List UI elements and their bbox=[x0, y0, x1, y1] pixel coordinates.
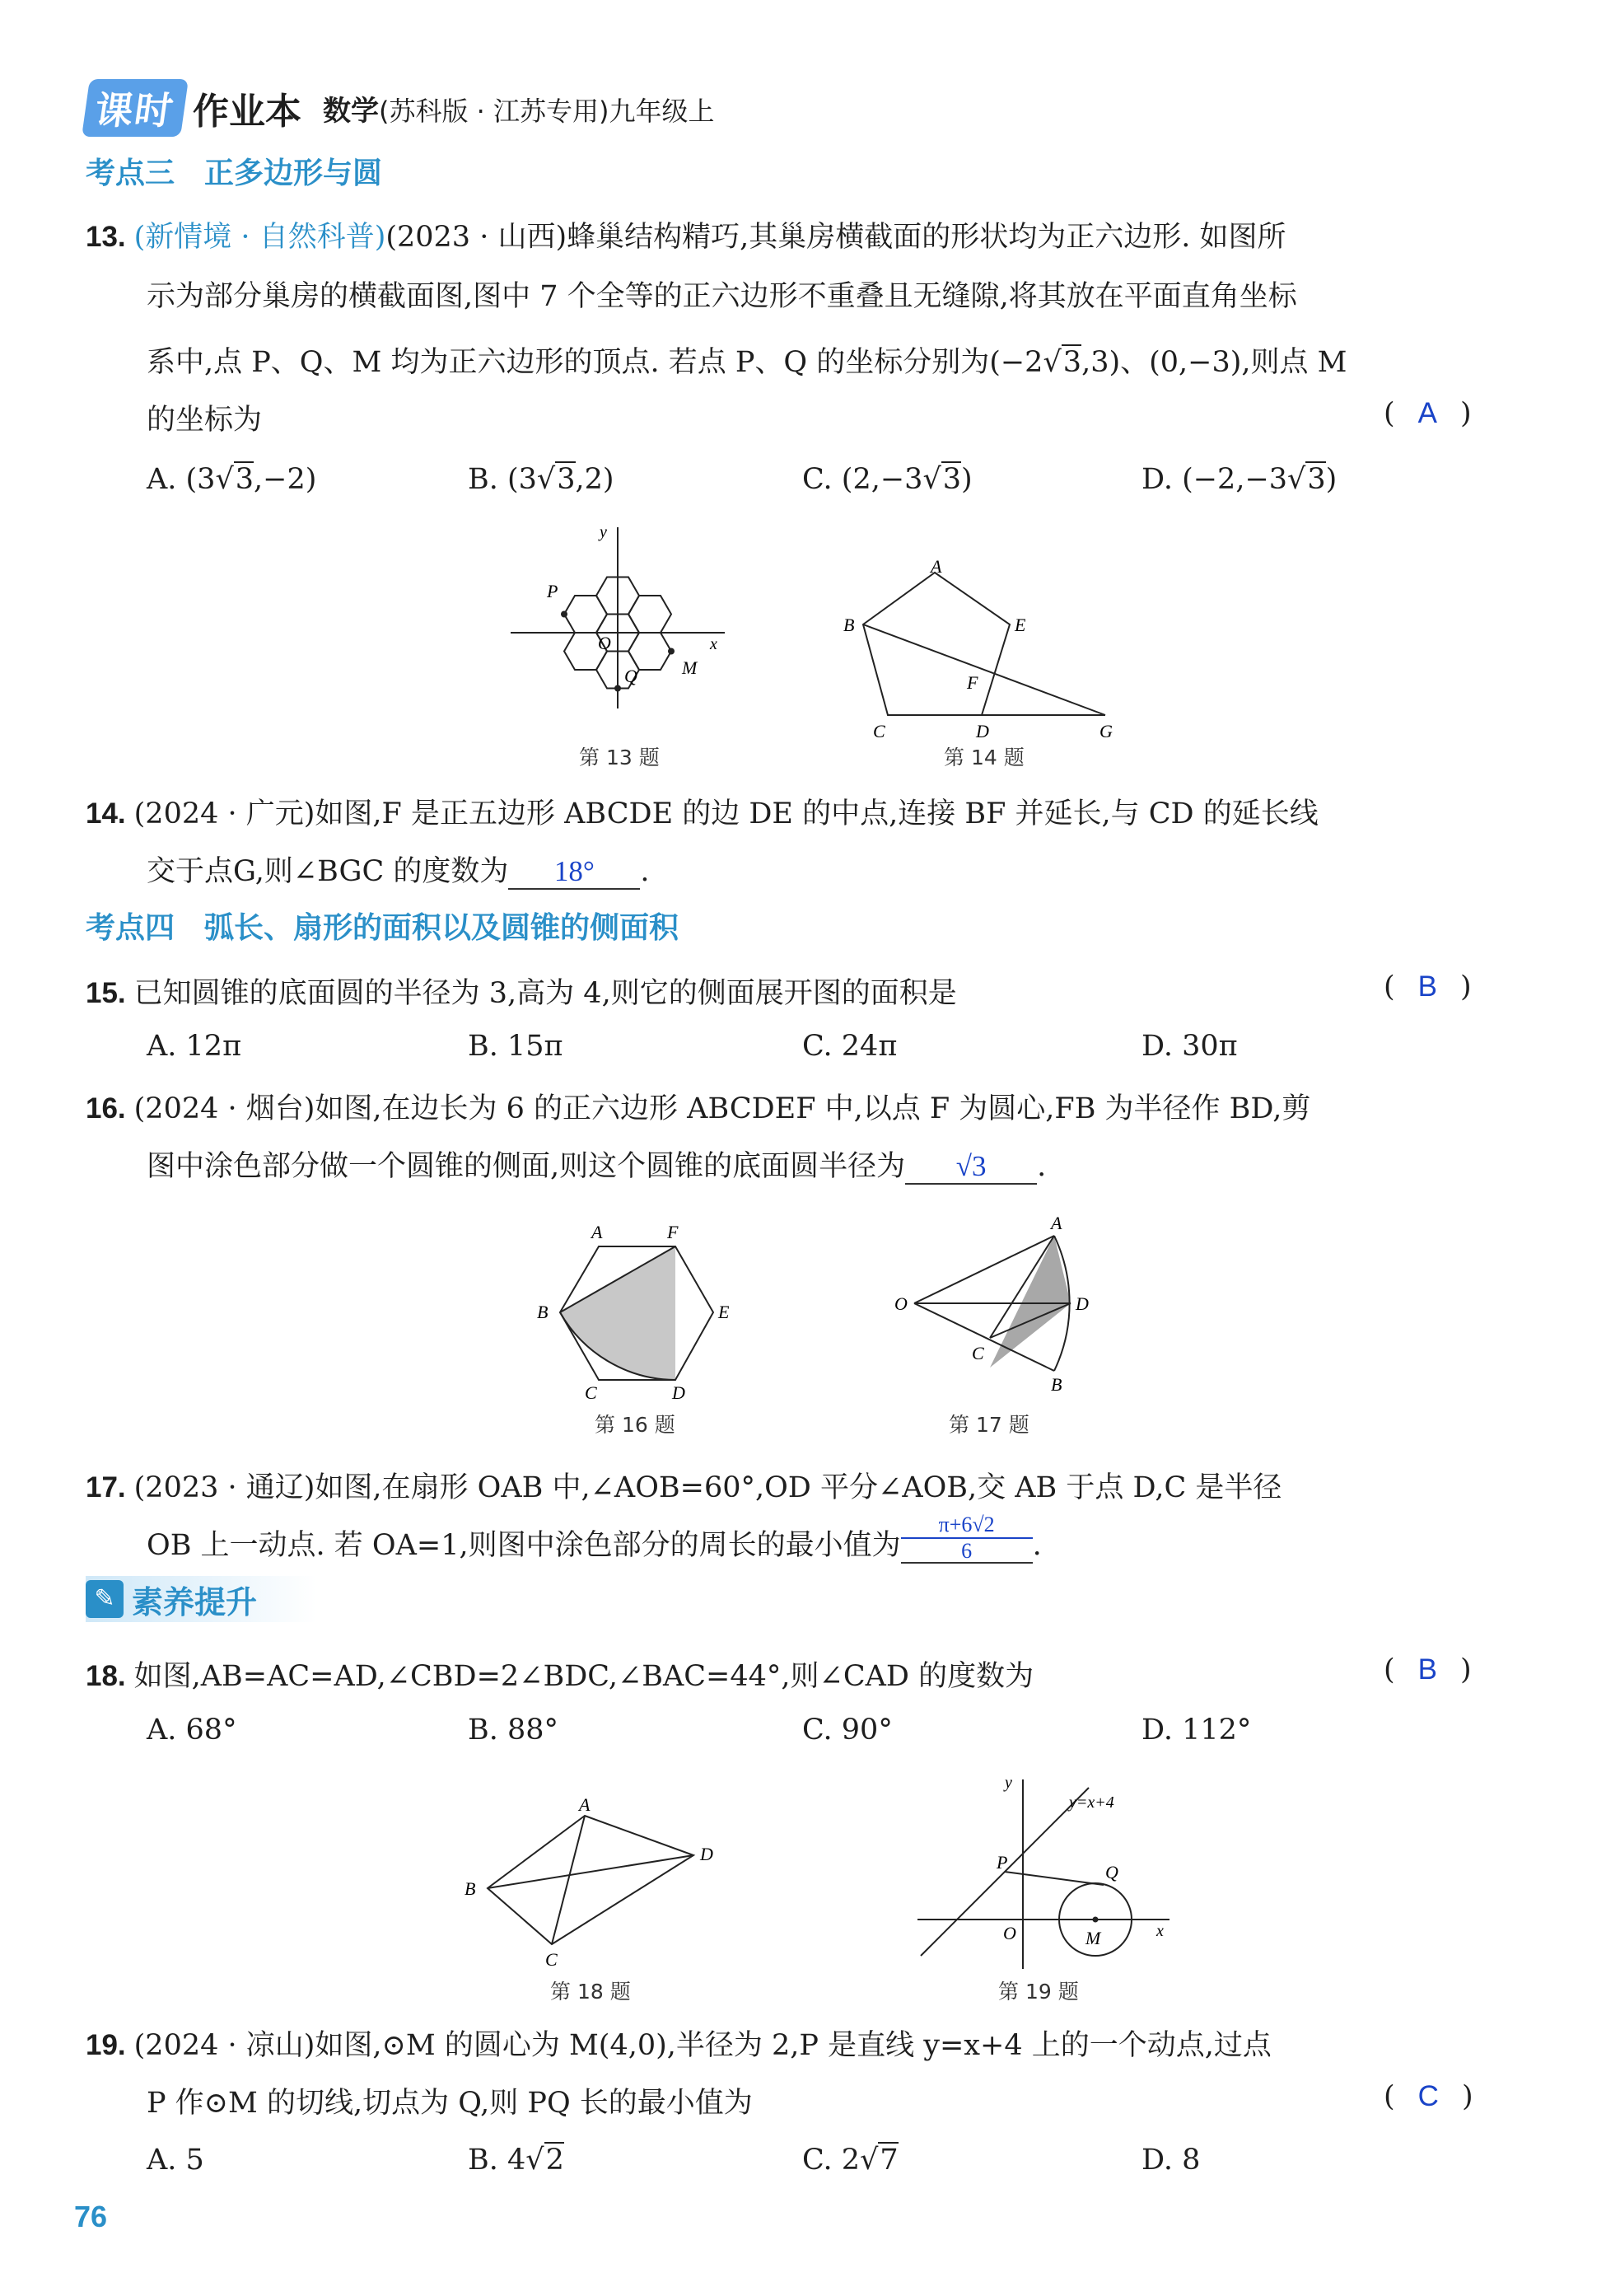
caption-19: 第 19 题 bbox=[998, 1980, 1079, 2004]
svg-text:D: D bbox=[1076, 1293, 1089, 1314]
banner-title: 素养提升 bbox=[132, 1583, 258, 1620]
label-x: x bbox=[710, 635, 717, 653]
q14-text1: (2024 · 广元)如图,F 是正五边形 ABCDE 的边 DE 的中点,连接 BF 并延长,与 CD 的延长线 bbox=[133, 797, 1319, 830]
q15-option-a: A. 12π bbox=[147, 1030, 242, 1063]
q13-text1: (2023 · 山西)蜂巢结构精巧,其巢房横截面的形状均为正六边形. 如图所 bbox=[385, 221, 1286, 254]
q19-option-d: D. 8 bbox=[1141, 2144, 1201, 2177]
q13-tag: (新情境 · 自然科普) bbox=[133, 221, 386, 254]
q16-number: 16. bbox=[86, 1092, 126, 1125]
svg-text:C: C bbox=[585, 1382, 597, 1403]
q18-option-c: C. 90° bbox=[802, 1714, 893, 1747]
svg-text:F: F bbox=[667, 1222, 679, 1242]
svg-text:O: O bbox=[1003, 1923, 1016, 1943]
svg-text:D: D bbox=[976, 721, 989, 741]
svg-text:A: A bbox=[591, 1222, 603, 1242]
svg-text:A: A bbox=[1051, 1213, 1062, 1233]
svg-text:Q: Q bbox=[1105, 1862, 1118, 1882]
svg-text:E: E bbox=[718, 1302, 730, 1322]
q19-text1: (2024 · 凉山)如图,⊙M 的圆心为 M(4,0),半径为 2,P 是直线 y=x+4 上的一个动点,过点 bbox=[133, 2029, 1272, 2062]
q15-option-d: D. 30π bbox=[1141, 1030, 1238, 1063]
q16-answer: √3 bbox=[905, 1150, 1037, 1185]
svg-text:C: C bbox=[545, 1949, 558, 1970]
q15-number: 15. bbox=[86, 977, 126, 1009]
q17-number: 17. bbox=[86, 1471, 126, 1503]
figure-18 bbox=[461, 1796, 741, 1977]
caption-17: 第 17 题 bbox=[949, 1413, 1029, 1437]
q16-line2: 图中涂色部分做一个圆锥的侧面,则这个圆锥的底面圆半径为 √3 . bbox=[147, 1150, 1047, 1183]
svg-text:D: D bbox=[672, 1382, 685, 1403]
q18-answer: ( B ) bbox=[1384, 1653, 1472, 1686]
section-title-4: 考点四 弧长、扇形的面积以及圆锥的侧面积 bbox=[86, 911, 679, 945]
q17-line1 bbox=[86, 1465, 1282, 1506]
figure-19 bbox=[906, 1763, 1186, 1977]
svg-text:O: O bbox=[894, 1293, 908, 1314]
q19-option-c: C. 2√7 bbox=[802, 2144, 899, 2177]
q13-text3a: 系中,点 P、Q、M 均为正六边形的顶点. 若点 P、Q 的坐标分别为(−2 bbox=[147, 346, 1043, 379]
q19-number: 19. bbox=[86, 2029, 126, 2061]
q13-option-b: B. (3√3,2) bbox=[468, 463, 614, 496]
q18-number: 18. bbox=[86, 1660, 126, 1692]
label-M: M bbox=[682, 657, 698, 678]
q13-option-c: C. (2,−3√3) bbox=[802, 463, 973, 496]
label-O: O bbox=[598, 633, 611, 653]
q14-answer: 18° bbox=[508, 855, 640, 890]
q15-option-c: C. 24π bbox=[802, 1030, 898, 1063]
q17-line2: OB 上一动点. 若 OA=1,则图中涂色部分的周长的最小值为 $\frac{\pi+6√2}{6}$ . bbox=[147, 1513, 1042, 1563]
svg-text:x: x bbox=[1156, 1922, 1164, 1940]
section-banner bbox=[86, 1576, 316, 1622]
q13-answer: ( A ) bbox=[1384, 397, 1472, 430]
q18-option-d: D. 112° bbox=[1141, 1714, 1252, 1747]
q13-option-a: A. (3√3,−2) bbox=[147, 463, 317, 496]
q15-line1 bbox=[86, 970, 957, 1012]
q17-text1: (2023 · 通辽)如图,在扇形 OAB 中,∠AOB=60°,OD 平分∠AOB,交 AB 于点 D,C 是半径 bbox=[133, 1471, 1282, 1504]
q19-option-a: A. 5 bbox=[147, 2144, 204, 2177]
book-subtitle bbox=[323, 88, 715, 129]
q19-line2: P 作⊙M 的切线,切点为 Q,则 PQ 长的最小值为 bbox=[147, 2087, 753, 2120]
figure-17 bbox=[889, 1203, 1120, 1401]
subject: 数学 bbox=[323, 94, 379, 128]
logo: 课时 bbox=[82, 79, 189, 137]
svg-text:A: A bbox=[931, 560, 942, 577]
caption-18: 第 18 题 bbox=[550, 1980, 631, 2004]
page-number: 76 bbox=[74, 2200, 108, 2233]
caption-16: 第 16 题 bbox=[595, 1413, 675, 1437]
q16-text2: 图中涂色部分做一个圆锥的侧面,则这个圆锥的底面圆半径为 bbox=[147, 1150, 906, 1183]
q19-option-b: B. 4√2 bbox=[468, 2144, 564, 2177]
q18-text1: 如图,AB=AC=AD,∠CBD=2∠BDC,∠BAC=44°,则∠CAD 的度数为 bbox=[133, 1660, 1034, 1693]
q13-line3: 系中,点 P、Q、M 均为正六边形的顶点. 若点 P、Q 的坐标分别为(−2√3,3)、(0,−3),则点 M bbox=[147, 346, 1347, 379]
q14-line1 bbox=[86, 791, 1319, 832]
svg-text:B: B bbox=[843, 615, 855, 635]
q13-option-d: D. (−2,−3√3) bbox=[1141, 463, 1338, 496]
svg-text:y=x+4: y=x+4 bbox=[1069, 1793, 1114, 1812]
q14-line2: 交于点G,则∠BGC 的度数为 18° . bbox=[147, 855, 650, 888]
svg-text:D: D bbox=[700, 1844, 713, 1864]
svg-text:A: A bbox=[579, 1796, 591, 1815]
q13-answer-value: A bbox=[1417, 397, 1438, 429]
figure-14 bbox=[840, 560, 1137, 741]
caption-13: 第 13 题 bbox=[579, 746, 660, 769]
q16-text1: (2024 · 烟台)如图,在边长为 6 的正六边形 ABCDEF 中,以点 F 为圆心,FB 为半径作 BD,剪 bbox=[133, 1092, 1311, 1125]
q18-line1 bbox=[86, 1653, 1034, 1695]
q13-number: 13. bbox=[86, 221, 126, 253]
caption-14: 第 14 题 bbox=[944, 746, 1025, 769]
q15-option-b: B. 15π bbox=[468, 1030, 563, 1063]
q13-line2: 示为部分巢房的横截面图,图中 7 个全等的正六边形不重叠且无缝隙,将其放在平面直角坐标 bbox=[147, 280, 1297, 313]
q19-answer: ( C ) bbox=[1384, 2080, 1473, 2113]
q13-line1 bbox=[86, 214, 1286, 255]
q19-line1 bbox=[86, 2022, 1272, 2064]
q13-line4: 的坐标为 bbox=[147, 404, 263, 437]
figure-16 bbox=[527, 1211, 741, 1409]
svg-text:B: B bbox=[465, 1878, 476, 1899]
svg-text:B: B bbox=[537, 1302, 549, 1322]
label-y: y bbox=[600, 523, 607, 541]
svg-text:E: E bbox=[1015, 615, 1026, 635]
q14-number: 14. bbox=[86, 797, 126, 830]
q15-text1: 已知圆锥的底面圆的半径为 3,高为 4,则它的侧面展开图的面积是 bbox=[133, 977, 957, 1010]
page-header bbox=[86, 82, 715, 133]
q17-answer: $\frac{\pi+6√2}{6}$ bbox=[901, 1526, 1033, 1564]
q18-option-b: B. 88° bbox=[468, 1714, 559, 1747]
svg-text:y: y bbox=[1005, 1774, 1012, 1792]
q14-text2: 交于点G,则∠BGC 的度数为 bbox=[147, 855, 509, 888]
q13-text3c: ,3)、(0,−3),则点 M bbox=[1081, 346, 1347, 379]
svg-text:M: M bbox=[1085, 1928, 1101, 1948]
svg-text:B: B bbox=[1051, 1374, 1062, 1395]
edition: (苏科版 · 江苏专用)九年级上 bbox=[379, 95, 715, 127]
svg-text:F: F bbox=[967, 672, 978, 693]
label-Q: Q bbox=[624, 666, 637, 686]
q18-option-a: A. 68° bbox=[147, 1714, 237, 1747]
q17-text2: OB 上一动点. 若 OA=1,则图中涂色部分的周长的最小值为 bbox=[147, 1529, 901, 1562]
q16-line1 bbox=[86, 1086, 1310, 1127]
svg-text:C: C bbox=[972, 1343, 984, 1363]
figure-13 bbox=[502, 519, 741, 717]
svg-text:P: P bbox=[997, 1852, 1008, 1873]
logo-text: 作业本 bbox=[193, 91, 301, 133]
svg-text:C: C bbox=[873, 721, 885, 741]
label-P: P bbox=[547, 581, 558, 601]
section-title-3: 考点三 正多边形与圆 bbox=[86, 157, 383, 190]
q13-sqrt: 3 bbox=[1062, 346, 1082, 379]
q15-answer: ( B ) bbox=[1384, 970, 1472, 1003]
svg-text:G: G bbox=[1099, 721, 1113, 741]
rocket-icon: ✎ bbox=[86, 1580, 124, 1618]
